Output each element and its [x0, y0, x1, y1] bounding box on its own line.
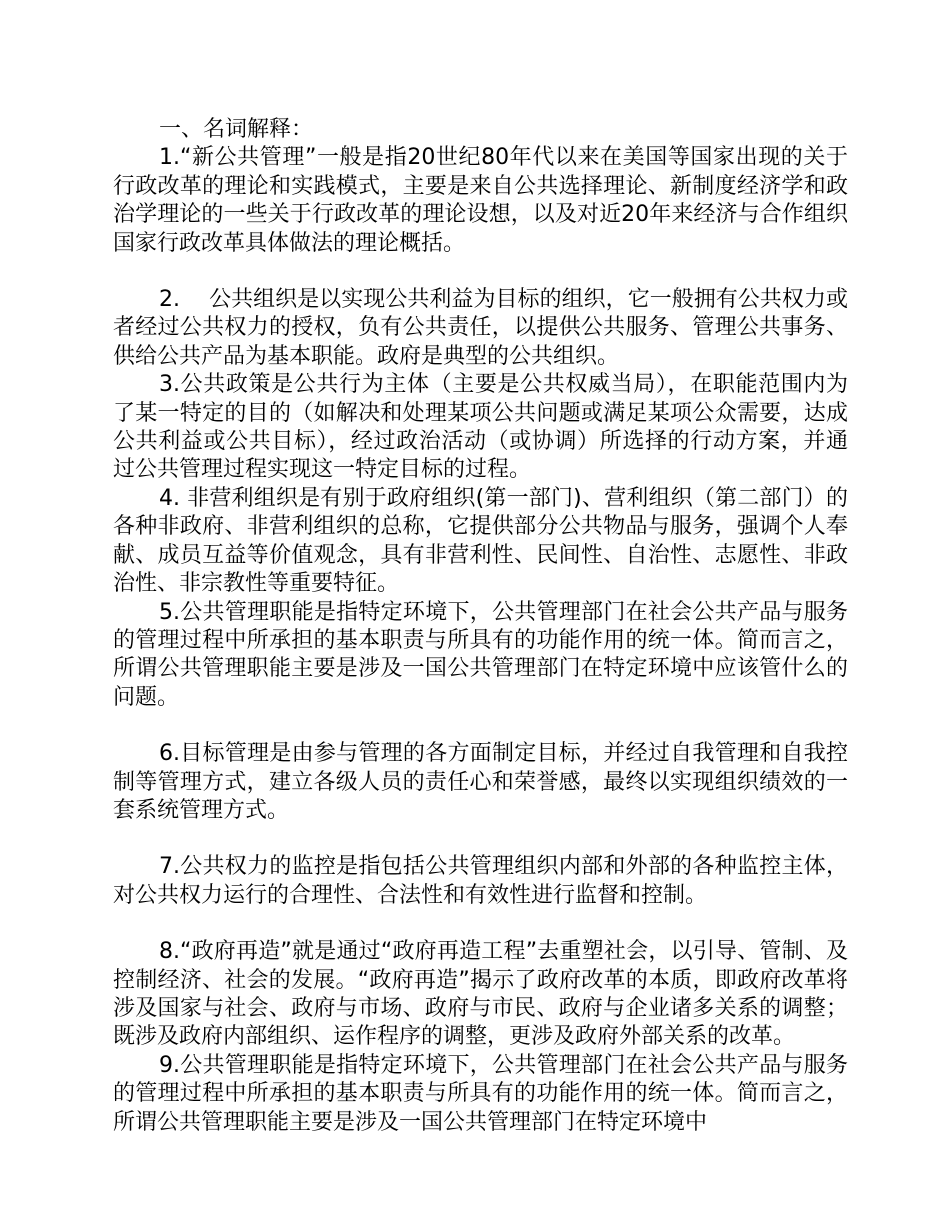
document-body	[113, 116, 848, 1137]
definition-paragraph-1: 1.“新公共管理”一般是指20世纪80年代以来在美国等国家出现的关于行政改革的理论和实践模式，主要是来自公共选择理论、新制度经济学和政治学理论的一些关于行政改革的理论设想，以及对近20年来经济与合作组织国家行政改革具体做法的理论概括。	[113, 145, 848, 256]
definition-paragraph-9: 9.公共管理职能是指特定环境下，公共管理部门在社会公共产品与服务的管理过程中所承担的基本职责与所具有的功能作用的统一体。简而言之，所谓公共管理职能主要是涉及一国公共管理部门在特定环境中	[113, 1052, 848, 1135]
definition-paragraph-3: 3.公共政策是公共行为主体（主要是公共权威当局），在职能范围内为了某一特定的目的（如解决和处理某项公共问题或满足某项公众需要，达成公共利益或公共目标），经过政治活动（或协调）所选择的行动方案，并通过公共管理过程实现这一特定目标的过程。	[113, 372, 848, 483]
section-heading: 一、名词解释：	[159, 117, 314, 142]
definition-paragraph-6: 6.目标管理是由参与管理的各方面制定目标，并经过自我管理和自我控制等管理方式，建立各级人员的责任心和荣誉感，最终以实现组织绩效的一套系统管理方式。	[113, 741, 848, 823]
definition-paragraph-4: 4. 非营利组织是有别于政府组织(第一部门)、营利组织（第二部门）的各种非政府、非营利组织的总称，它提供部分公共物品与服务，强调个人奉献、成员互益等价值观念，具有非营利性、民间性、自治性、志愿性、非政治性、非宗教性等重要特征。	[113, 485, 848, 597]
definition-paragraph-7: 7.公共权力的监控是指包括公共管理组织内部和外部的各种监控主体，对公共权力运行的合理性、合法性和有效性进行监督和控制。	[113, 854, 848, 908]
definition-paragraph-8: 8.“政府再造”就是通过“政府再造工程”去重塑社会，以引导、管制、及控制经济、社会的发展。“政府再造”揭示了政府改革的本质，即政府改革将涉及国家与社会、政府与市场、政府与市民、政府与企业诸多关系的调整；既涉及政府内部组织、运作程序的调整，更涉及政府外部关系的改革。	[113, 939, 848, 1050]
definition-paragraph-5: 5.公共管理职能是指特定环境下，公共管理部门在社会公共产品与服务的管理过程中所承担的基本职责与所具有的功能作用的统一体。简而言之，所谓公共管理职能主要是涉及一国公共管理部门在特定环境中应该管什么的问题。	[113, 599, 848, 710]
definition-paragraph-2: 2. 公共组织是以实现公共利益为目标的组织，它一般拥有公共权力或者经过公共权力的授权，负有公共责任，以提供公共服务、管理公共事务、供给公共产品为基本职能。政府是典型的公共组织。	[113, 287, 848, 369]
